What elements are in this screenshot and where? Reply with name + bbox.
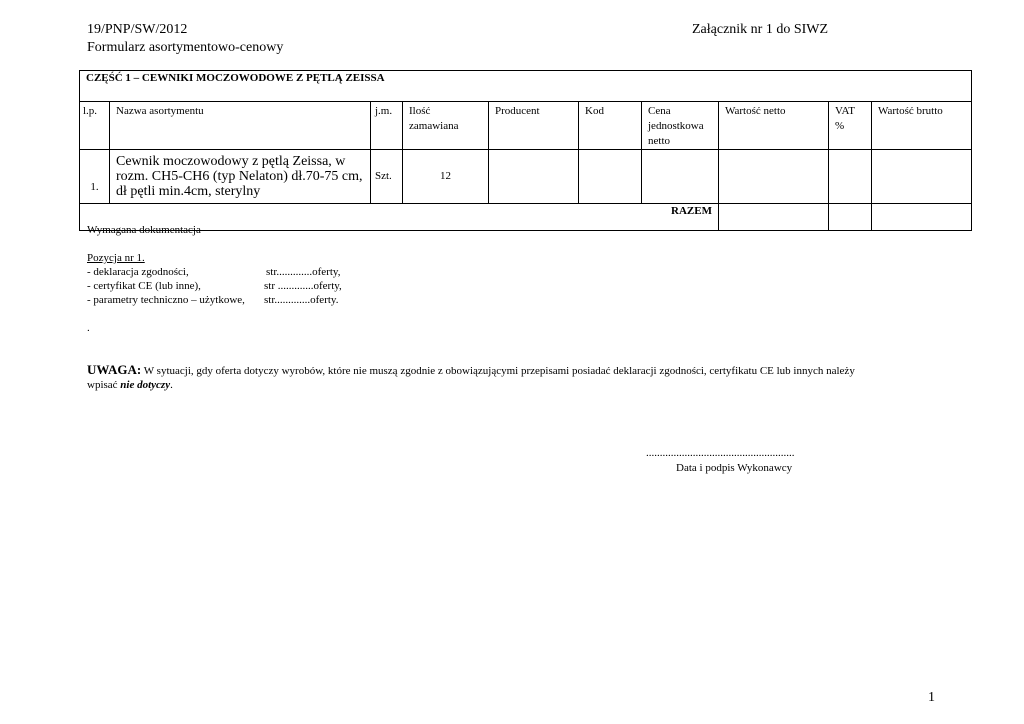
doc-line-label: - parametry techniczno – użytkowe, (87, 294, 245, 306)
doc-line-label: - certyfikat CE (lub inne), (87, 280, 201, 292)
doc-line-ref: str .............oferty, (264, 280, 342, 292)
row-vat[interactable] (829, 150, 872, 204)
row-code[interactable] (579, 150, 642, 204)
total-vat[interactable] (829, 204, 872, 231)
col-header-unit-price: Cena jednostkowa netto (642, 102, 719, 150)
note-end: . (170, 379, 173, 391)
doc-line-ref: str.............oferty, (266, 266, 341, 278)
col-header-code: Kod (579, 102, 642, 150)
total-gross-value[interactable] (872, 204, 972, 231)
form-title: Formularz asortymentowo-cenowy (87, 40, 284, 55)
documentation-title: Wymagana dokumentacja (87, 224, 201, 236)
row-unit: Szt. (371, 150, 403, 204)
col-header-lp: l.p. (80, 102, 110, 150)
row-producer[interactable] (489, 150, 579, 204)
col-header-producer: Producent (489, 102, 579, 150)
row-qty: 12 (403, 150, 489, 204)
part-title: CZĘŚĆ 1 – CEWNIKI MOCZOWODOWE Z PĘTLĄ ZEISSA (80, 71, 972, 102)
doc-line-parameters (87, 293, 387, 307)
note-label: UWAGA: (87, 362, 142, 377)
doc-line-certificate (87, 279, 387, 293)
row-unit-price[interactable] (642, 150, 719, 204)
stray-dot: . (87, 322, 90, 334)
row-name: Cewnik moczowodowy z pętlą Zeissa, w rozm. CH5-CH6 (typ Nelaton) dł.70-75 cm, dł pętli min.4cm, sterylny (110, 150, 371, 204)
note-paragraph (87, 363, 887, 392)
doc-line-ref: str.............oferty. (264, 294, 339, 306)
row-gross-value[interactable] (872, 150, 972, 204)
note-text: W sytuacji, gdy oferta dotyczy wyrobów, które nie muszą zgodnie z obowiązującymi przepisami posiadać deklaracji zgodności, certyfikatu CE lub innych należy wpisać (87, 365, 855, 391)
col-header-qty: Ilość zamawiana (403, 102, 489, 150)
document-number: 19/PNP/SW/2012 (87, 22, 188, 37)
total-label: RAZEM (80, 204, 719, 231)
total-row (80, 204, 972, 231)
col-header-gross-value: Wartość brutto (872, 102, 972, 150)
page-number: 1 (928, 690, 935, 705)
total-net-value[interactable] (719, 204, 829, 231)
signature-label: Data i podpis Wykonawcy (676, 462, 793, 474)
col-header-vat: VAT % (829, 102, 872, 150)
doc-line-label: - deklaracja zgodności, (87, 266, 189, 278)
position-title: Pozycja nr 1. (87, 252, 145, 264)
table-row (80, 150, 972, 204)
price-form-table (79, 70, 972, 231)
col-header-name: Nazwa asortymentu (110, 102, 371, 150)
signature-line: ...................................................... (646, 447, 795, 459)
col-header-net-value: Wartość netto (719, 102, 829, 150)
note-emphasis: nie dotyczy (120, 379, 171, 391)
row-lp: 1. (80, 150, 110, 204)
col-header-unit: j.m. (371, 102, 403, 150)
row-net-value[interactable] (719, 150, 829, 204)
attachment-label: Załącznik nr 1 do SIWZ (692, 22, 829, 37)
doc-line-declaration (87, 265, 387, 279)
